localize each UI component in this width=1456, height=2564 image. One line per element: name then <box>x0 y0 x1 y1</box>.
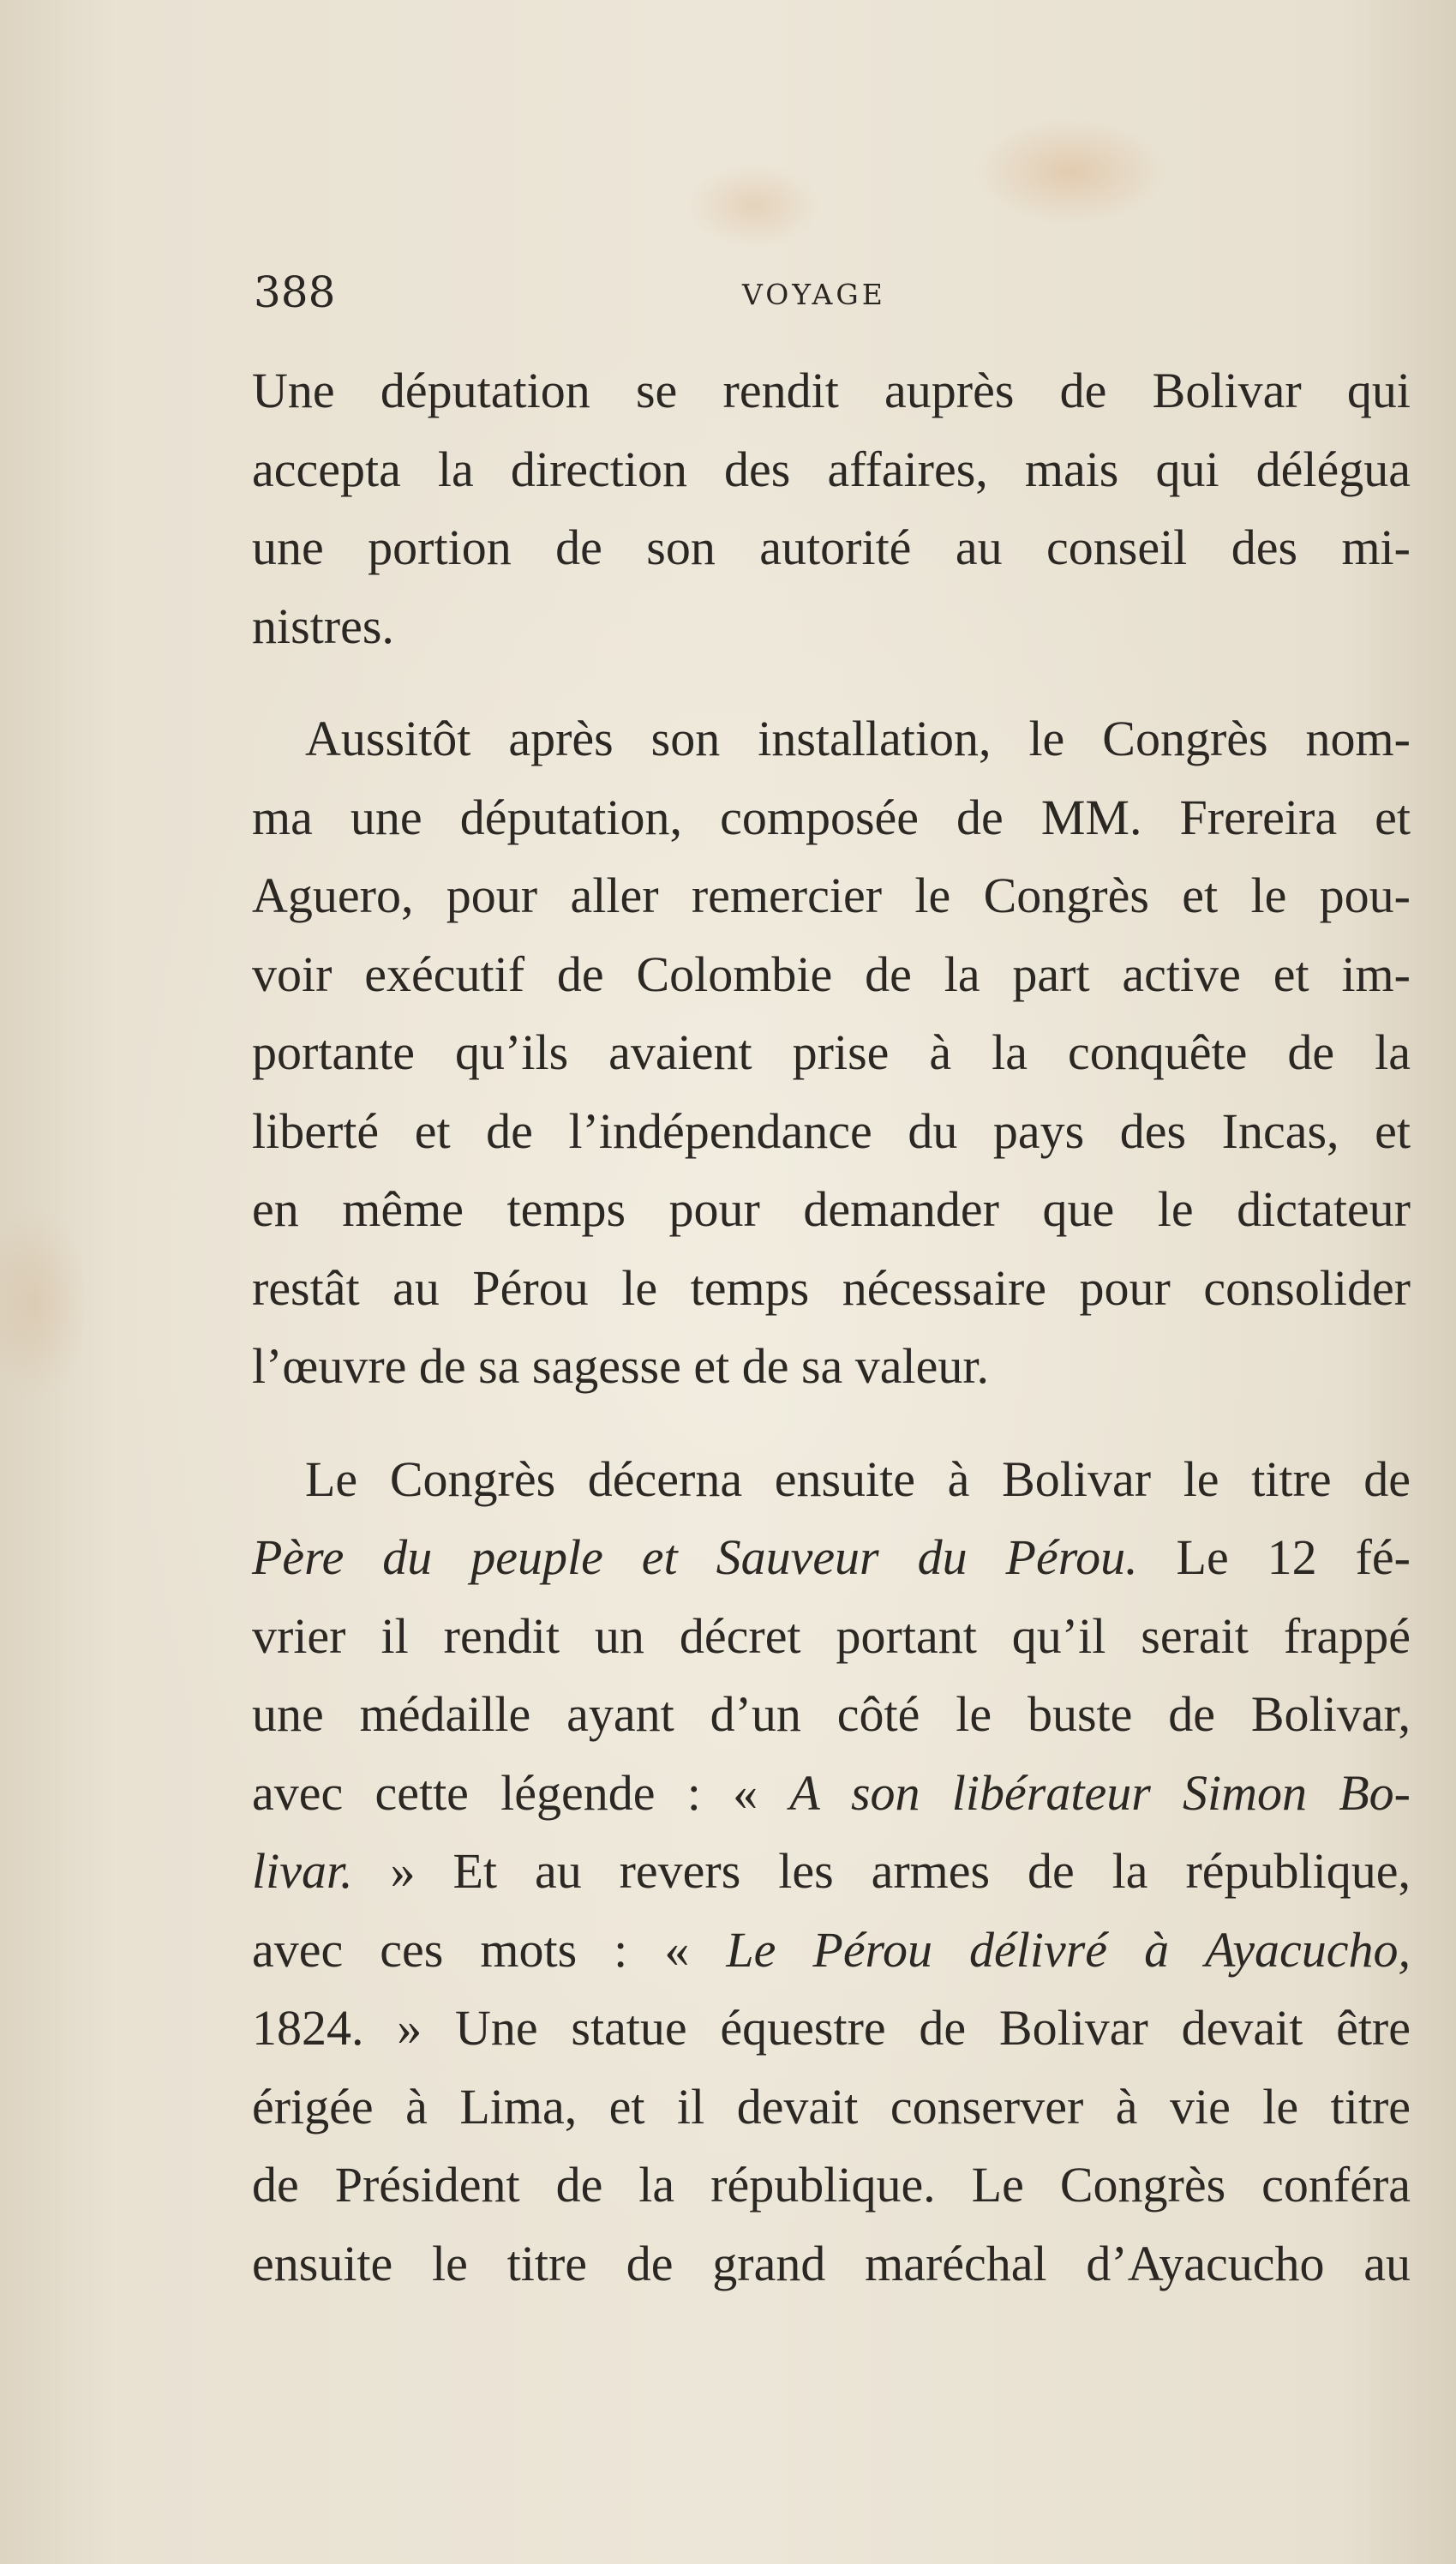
text-line <box>252 1518 1411 1597</box>
text-line <box>252 1989 1411 2068</box>
text-line: accepta la direction des affaires, mais qui délégua <box>252 441 1411 497</box>
running-head: VOYAGE <box>742 278 886 311</box>
text-segment: érigée à Lima, et il devait conserver à vie le titre <box>252 2078 1411 2135</box>
text-line: Aguero, pour aller remercier le Congrès et le pou- <box>252 868 1411 923</box>
text-segment: avec cette légende : « <box>252 1764 790 1821</box>
paragraph-2 <box>252 700 1411 1406</box>
italic-text: Le Pérou délivré à Ayacucho, <box>726 1921 1411 1978</box>
text-line <box>252 1675 1411 1754</box>
text-line: en même temps pour demander que le dictateur <box>252 1181 1411 1237</box>
text-line: voir exécutif de Colombie de la part active et im- <box>252 946 1411 1002</box>
text-line: nistres. <box>252 597 394 654</box>
page-header <box>254 267 1419 319</box>
text-line: portante qu’ils avaient prise à la conquête de la <box>252 1024 1411 1080</box>
page-number: 388 <box>254 267 336 317</box>
italic-text: Père du peuple et Sauveur du Pérou. <box>252 1529 1138 1585</box>
text-line <box>252 2225 1411 2303</box>
text-line: une portion de son autorité au conseil des mi- <box>252 519 1411 575</box>
italic-text: A son libérateur Simon Bo- <box>789 1764 1411 1821</box>
text-segment: de Président de la république. Le Congrès conféra <box>252 2157 1411 2213</box>
text-line <box>252 1832 1411 1911</box>
text-line <box>252 1597 1411 1676</box>
paragraph-1 <box>252 351 1411 665</box>
text-segment: Le Congrès décerna ensuite à Bolivar le titre de <box>305 1450 1411 1507</box>
text-segment: » Et au revers les armes de la république, <box>352 1843 1411 1899</box>
text-line <box>252 2146 1411 2225</box>
text-line: Une députation se rendit auprès de Bolivar qui <box>252 363 1411 418</box>
text-line <box>252 2068 1411 2147</box>
text-line: liberté et de l’indépendance du pays des Incas, et <box>252 1102 1411 1159</box>
text-segment: vrier il rendit un décret portant qu’il serait frappé <box>252 1607 1411 1664</box>
text-line <box>252 1440 1411 1519</box>
paragraph-3 <box>252 1440 1411 2303</box>
text-line <box>252 1911 1411 1990</box>
text-line: l’œuvre de sa sagesse et de sa valeur. <box>252 1338 990 1394</box>
text-segment: une médaille ayant d’un côté le buste de Bolivar, <box>252 1686 1411 1742</box>
text-line: restât au Pérou le temps nécessaire pour consolider <box>252 1259 1411 1316</box>
text-segment: Le 12 fé- <box>1137 1529 1411 1585</box>
text-line: Aussitôt après son installation, le Congrès nom- <box>305 711 1411 766</box>
text-segment: avec ces mots : « <box>252 1921 727 1978</box>
text-line: ma une députation, composée de MM. Frereira et <box>252 789 1411 845</box>
text-segment: 1824. » Une statue équestre de Bolivar devait être <box>252 2000 1411 2056</box>
italic-text: livar. <box>252 1843 353 1899</box>
text-line <box>252 1754 1411 1833</box>
body-text <box>252 351 1411 2303</box>
text-segment: ensuite le titre de grand maréchal d’Ayacucho au <box>252 2235 1411 2291</box>
